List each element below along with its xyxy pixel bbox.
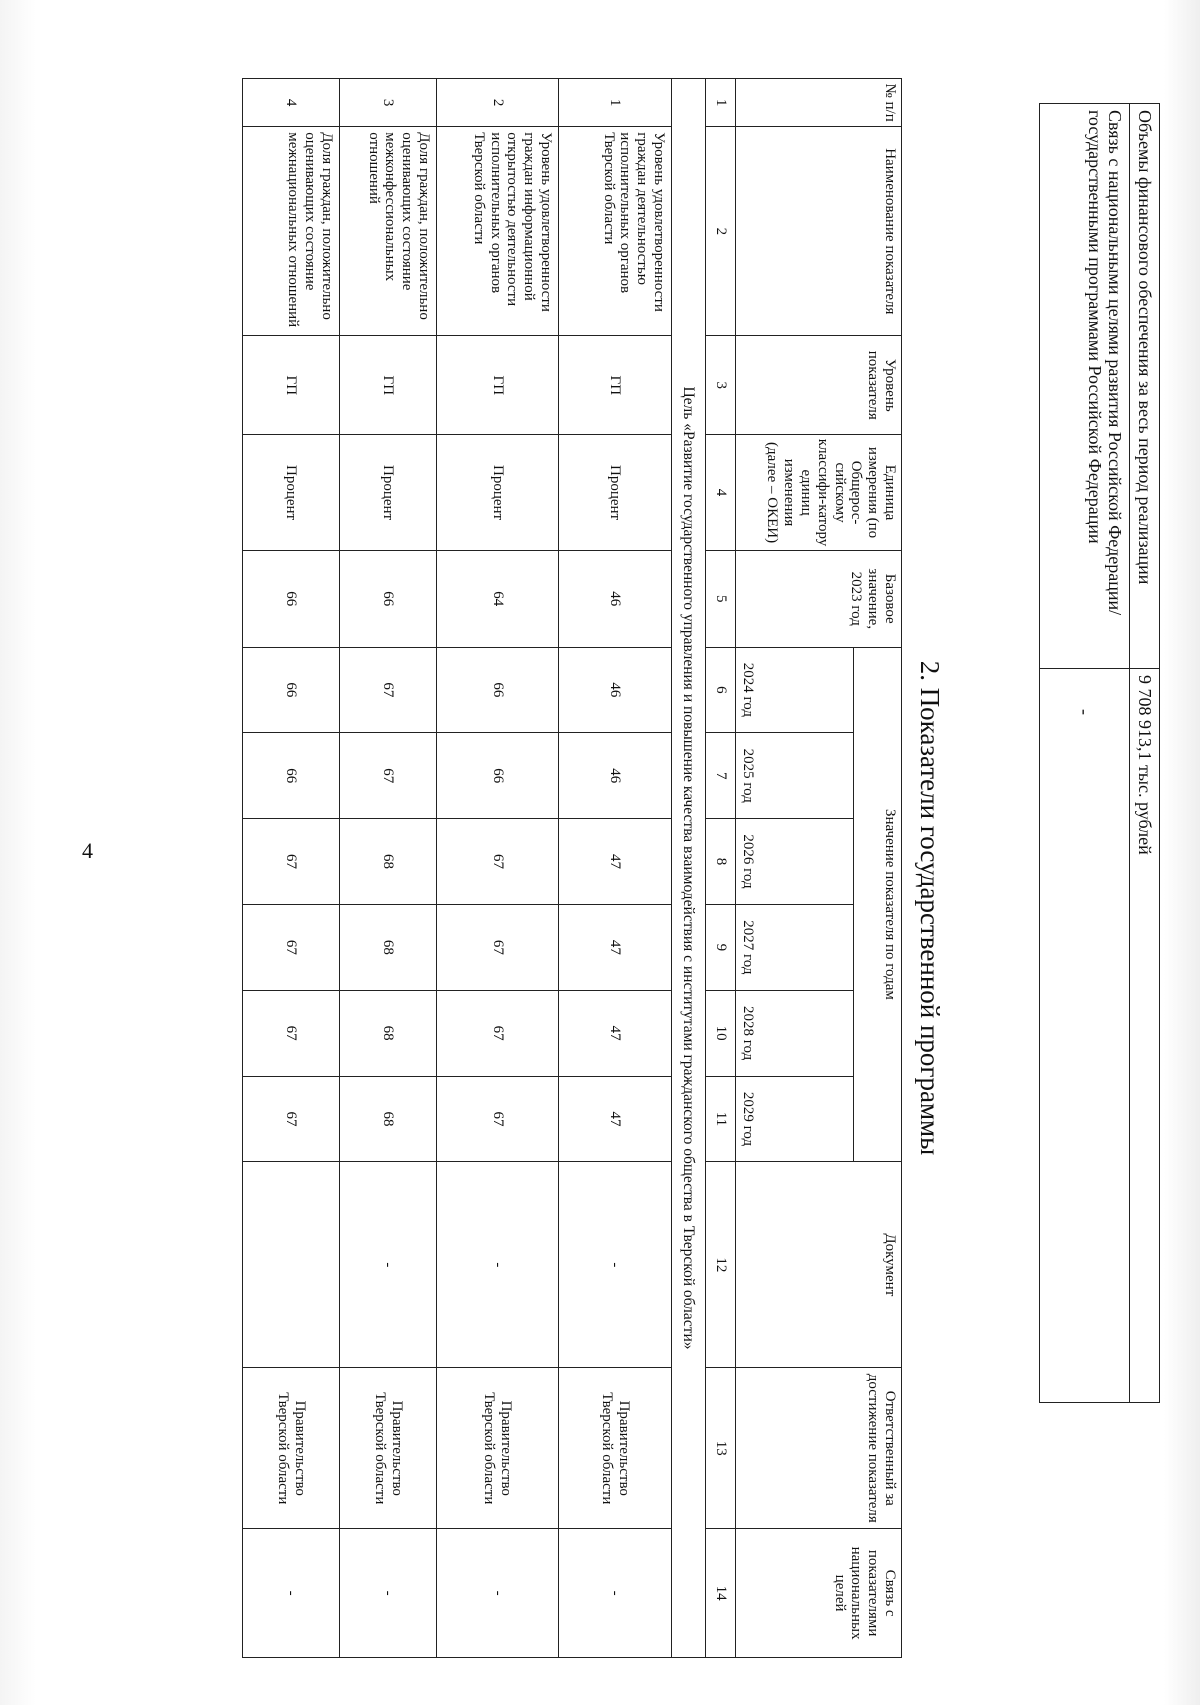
indicator-document: - [437,1162,559,1368]
indicator-value: 47 [559,990,672,1076]
indicator-name: Уровень удовлетворенности граждан информационной открытостью деятельности исполнительных органов Тверской области [437,127,559,336]
header-year: 2026 год [736,819,854,905]
financing-row [1040,104,1130,1403]
indicator-link: - [437,1529,559,1658]
indicator-value: 66 [243,733,340,819]
header-year: 2024 год [736,647,854,733]
indicator-name: Доля граждан, положительно оценивающих состояние межнациональных отношений [243,127,340,336]
indicator-value: 68 [340,819,437,905]
indicator-unit: Процент [437,435,559,551]
table-row [340,79,437,1658]
rotated-content [160,78,1160,1658]
section-title: 2. Показатели государственной программы [915,660,945,1156]
indicator-value: 68 [340,1076,437,1162]
financing-row [1130,104,1160,1403]
indicator-value: 67 [243,990,340,1076]
column-number-row [706,79,736,1658]
indicator-value: 68 [340,904,437,990]
indicator-link: - [559,1529,672,1658]
table-row [437,79,559,1658]
financing-value: - [1040,669,1130,1403]
indicator-link: - [340,1529,437,1658]
column-number: 4 [706,435,736,551]
indicator-value: 67 [243,1076,340,1162]
indicator-level: ГП [559,336,672,435]
table-row [243,79,340,1658]
indicator-unit: Процент [243,435,340,551]
indicator-value: 67 [437,904,559,990]
indicator-value: 47 [559,1076,672,1162]
indicator-unit: Процент [559,435,672,551]
header-row [854,79,902,1658]
table-row [559,79,672,1658]
column-number: 13 [706,1368,736,1529]
indicator-value: 47 [559,904,672,990]
header-link: Связь с показателями национальных целей [736,1529,902,1658]
goal-text: Цель «Развитие государственного управления и повышение качества взаимодействия с институтами гражданского общества в Тверской области» [672,79,706,1658]
header-unit: Единица измерения (по Общерос-сийскому классифи-катору единиц изменения (далее – ОКЕИ) [736,435,902,551]
indicator-value: 67 [340,733,437,819]
indicator-document: - [340,1162,437,1368]
indicator-responsible: Правительство Тверской области [340,1368,437,1529]
indicator-name: Уровень удовлетворенности граждан деятельностью исполнительных органов Тверской области [559,127,672,336]
indicator-base: 66 [243,550,340,647]
column-number: 3 [706,336,736,435]
indicator-unit: Процент [340,435,437,551]
indicator-value: 66 [437,647,559,733]
header-year: 2028 год [736,990,854,1076]
header-document: Документ [736,1162,902,1368]
header-level: Уровень показателя [736,336,902,435]
header-base: Базовое значение, 2023 год [736,550,902,647]
column-number: 14 [706,1529,736,1658]
page-number: 4 [82,838,93,863]
header-year: 2025 год [736,733,854,819]
indicator-responsible: Правительство Тверской области [243,1368,340,1529]
indicator-value: 67 [437,990,559,1076]
header-year: 2027 год [736,904,854,990]
indicator-value: 67 [243,904,340,990]
indicator-base: 64 [437,550,559,647]
indicator-name: Доля граждан, положительно оценивающих состояние межконфессиональных отношений [340,127,437,336]
column-number: 10 [706,990,736,1076]
column-number: 9 [706,904,736,990]
indicator-value: 47 [559,819,672,905]
header-values-group: Значение показателя по годам [854,647,902,1162]
indicator-document: - [559,1162,672,1368]
goal-row [672,79,706,1658]
indicator-level: ГП [437,336,559,435]
indicator-responsible: Правительство Тверской области [437,1368,559,1529]
indicator-value: 46 [559,733,672,819]
indicator-value: 68 [340,990,437,1076]
column-number: 7 [706,733,736,819]
column-number: 5 [706,550,736,647]
indicator-value: 67 [437,819,559,905]
indicator-value: 67 [437,1076,559,1162]
indicator-document [243,1162,340,1368]
row-num: 1 [559,79,672,127]
column-number: 12 [706,1162,736,1368]
indicator-base: 66 [340,550,437,647]
column-number: 2 [706,127,736,336]
row-num: 4 [243,79,340,127]
header-num: № п/п [736,79,902,127]
indicators-table [242,78,902,1658]
header-name: Наименование показателя [736,127,902,336]
indicator-link: - [243,1529,340,1658]
row-num: 3 [340,79,437,127]
indicator-value: 46 [559,647,672,733]
indicator-responsible: Правительство Тверской области [559,1368,672,1529]
indicator-value: 66 [437,733,559,819]
financing-table [1039,103,1160,1403]
financing-label: Связь с национальными целями развития Российской Федерации/государственными программами Российской Федерации [1040,104,1130,669]
header-year: 2029 год [736,1076,854,1162]
row-num: 2 [437,79,559,127]
financing-label: Объемы финансового обеспечения за весь период реализации [1130,104,1160,669]
indicator-value: 67 [243,819,340,905]
indicator-value: 67 [340,647,437,733]
financing-value: 9 708 913,1 тыс. рублей [1130,669,1160,1403]
indicator-level: ГП [243,336,340,435]
indicator-value: 66 [243,647,340,733]
column-number: 8 [706,819,736,905]
column-number: 11 [706,1076,736,1162]
indicator-base: 46 [559,550,672,647]
header-responsible: Ответственный за достижение показателя [736,1368,902,1529]
column-number: 1 [706,79,736,127]
column-number: 6 [706,647,736,733]
indicator-level: ГП [340,336,437,435]
